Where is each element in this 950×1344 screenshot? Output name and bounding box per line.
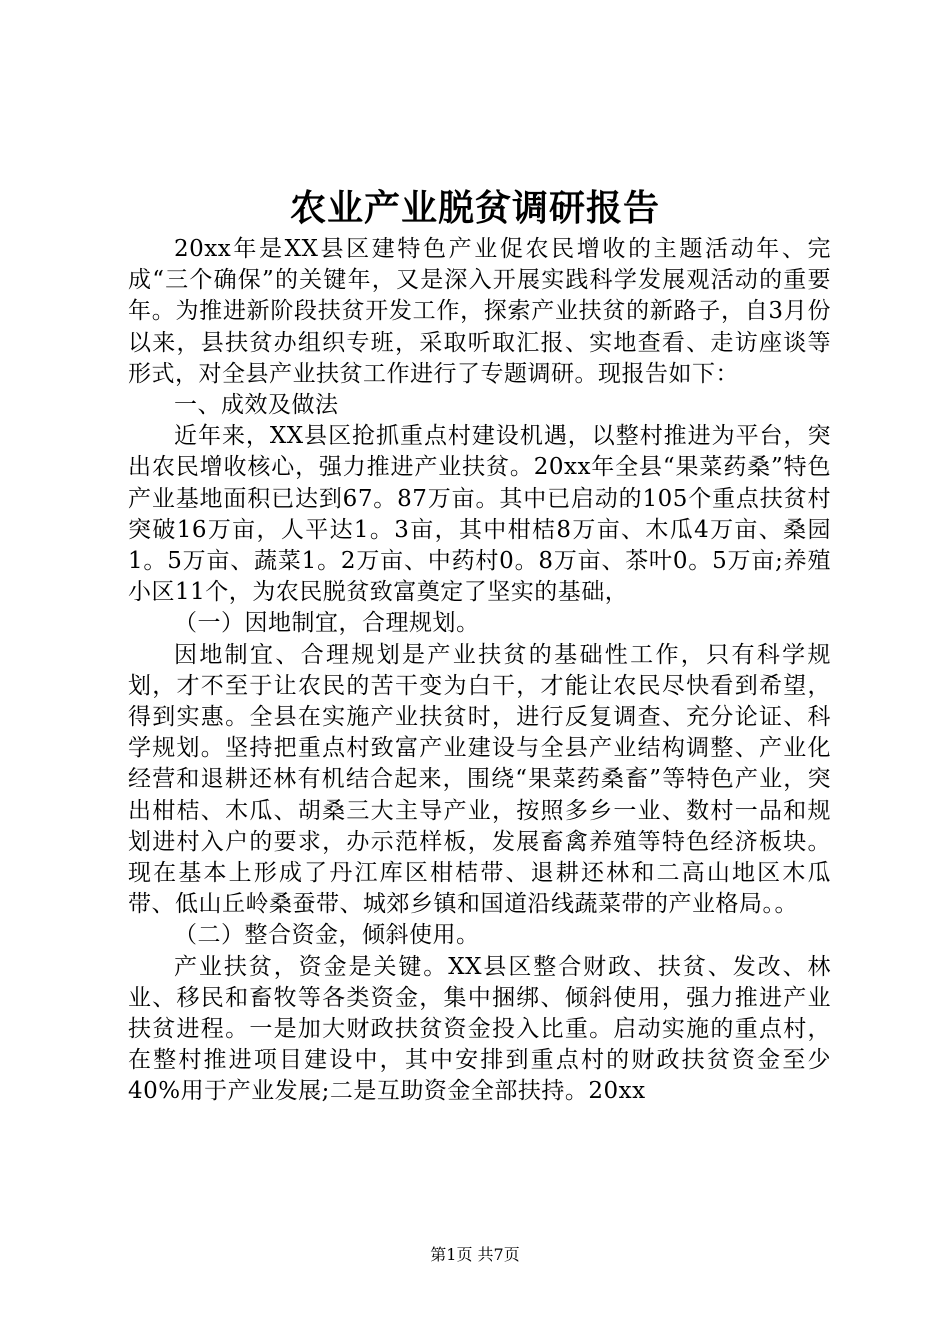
document-body <box>128 234 831 1108</box>
paragraph-overview: 近年来，XX县区抢抓重点村建设机遇，以整村推进为平台，突出农民增收核心，强力推进产业扶贫。20xx年全县“果菜药桑”特色产业基地面积已达到67。87万亩。其中已启动的105个重点扶贫村突破16万亩，人平达1。3亩，其中柑桔8万亩、木瓜4万亩、桑园1。5万亩、蔬菜1。2万亩、中药村0。8万亩、茶叶0。5万亩;养殖小区11个，为农民脱贫致富奠定了坚实的基础， <box>128 423 831 606</box>
page-number-footer: 第1页 共7页 <box>430 1245 520 1264</box>
heading-subsection-1: （一）因地制宜，合理规划。 <box>174 610 480 637</box>
paragraph-planning: 因地制宜、合理规划是产业扶贫的基础性工作，只有科学规划，才不至于让农民的苦干变为白干，才能让农民尽快看到希望，得到实惠。全县在实施产业扶贫时，进行反复调查、充分论证、科学规划。坚持把重点村致富产业建设与全县产业结构调整、产业化经营和退耕还林有机结合起来，围绕“果菜药桑畜”等特色产业，突出柑桔、木瓜、胡桑三大主导产业，按照多乡一业、数村一品和规划进村入户的要求，办示范样板，发展畜禽养殖等特色经济板块。现在基本上形成了丹江库区柑桔带、退耕还林和二高山地区木瓜带、低山丘岭桑蚕带、城郊乡镇和国道沿线蔬菜带的产业格局。。 <box>128 641 831 918</box>
heading-subsection-2: （二）整合资金，倾斜使用。 <box>174 922 480 949</box>
document-title: 农业产业脱贫调研报告 <box>289 187 660 229</box>
paragraph-funding: 产业扶贫，资金是关键。XX县区整合财政、扶贫、发改、林业、移民和畜牧等各类资金，集中捆绑、倾斜使用，强力推进产业扶贫进程。一是加大财政扶贫资金投入比重。启动实施的重点村，在整村推进项目建设中，其中安排到重点村的财政扶贫资金至少40%用于产业发展;二是互助资金全部扶持。20xx <box>128 953 831 1105</box>
paragraph-intro: 20xx年是XX县区建特色产业促农民增收的主题活动年、完成“三个确保”的关键年，又是深入开展实践科学发展观活动的重要年。为推进新阶段扶贫开发工作，探索产业扶贫的新路子，自3月份以来，县扶贫办组织专班，采取听取汇报、实地查看、走访座谈等形式，对全县产业扶贫工作进行了专题调研。现报告如下： <box>128 236 831 387</box>
heading-section-1: 一、成效及做法 <box>174 392 339 419</box>
